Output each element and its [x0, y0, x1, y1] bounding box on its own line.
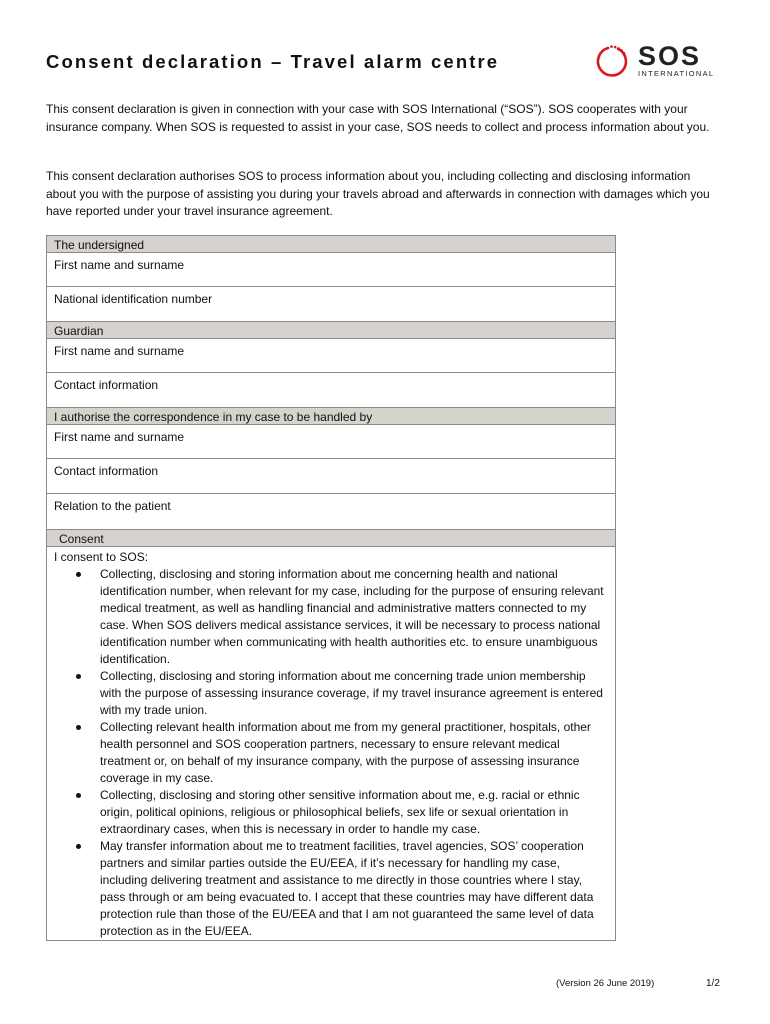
- consent-item: Collecting relevant health information about me from my general practitioner, hospitals, other health personnel and SOS cooperation partners, necessary to ensure relevant medical treatment or, on behalf of my insurance company, with the purpose of assessing insurance coverage in my case.: [54, 719, 607, 787]
- section-header-undersigned: The undersigned: [47, 236, 615, 253]
- field-label: Relation to the patient: [54, 499, 171, 513]
- sos-ring-icon: [592, 42, 632, 82]
- section-header-consent: Consent: [47, 530, 615, 547]
- sos-logo: [592, 42, 732, 82]
- consent-body: [47, 547, 615, 940]
- logo-subtitle: INTERNATIONAL: [638, 69, 715, 78]
- relation-to-patient-field[interactable]: [47, 494, 615, 530]
- field-label: First name and surname: [54, 430, 185, 444]
- field-label: Contact information: [54, 464, 159, 478]
- version-label: (Version 26 June 2019): [556, 978, 655, 989]
- consent-list: [54, 566, 607, 940]
- intro-paragraph-2: This consent declaration authorises SOS to process information about you, including collecting and disclosing information about you with the purpose of assisting you during your travels abroad and afterwards in connection with damages which you have reported under your travel insurance agreement.: [46, 169, 710, 218]
- section-header-correspondence: I authorise the correspondence in my case to be handled by: [47, 408, 615, 425]
- field-label: First name and surname: [54, 344, 185, 358]
- field-label: First name and surname: [54, 258, 185, 272]
- consent-item: Collecting, disclosing and storing information about me concerning health and national identification number, when relevant for my case, including for the purpose of ensuring relevant medical treatment, as well as handling financial and administrative matters connected to my case. When SOS delivers medical assistance services, it will be necessary to process national identification number when communicating with health authorities etc. to ensure unambiguous identification.: [54, 566, 607, 668]
- intro-paragraph-1: This consent declaration is given in connection with your case with SOS International (“SOS”). SOS cooperates with your insurance company. When SOS is requested to assist in your case, SOS needs to collect and process information about you.: [46, 102, 710, 134]
- undersigned-id-field[interactable]: [47, 287, 615, 322]
- field-label: National identification number: [54, 292, 213, 306]
- field-label: Contact information: [54, 378, 159, 392]
- consent-item: May transfer information about me to treatment facilities, travel agencies, SOS’ cooperation partners and similar parties outside the EU/EEA, if it’s necessary for handling my case, including delivering treatment and assistance to me directly in those countries where I stay, pass through or am being evacuated to. I accept that these countries may have different data protection rule than those of the EU/EEA and that I am not guaranteed the same level of data protection as in the EU/EEA.: [54, 838, 607, 940]
- correspondence-contact-field[interactable]: [47, 459, 615, 494]
- page-title: Consent declaration – Travel alarm centre: [46, 51, 500, 72]
- guardian-name-field[interactable]: [47, 339, 615, 373]
- page-number: 1/2: [706, 978, 720, 989]
- consent-intro: I consent to SOS:: [54, 550, 149, 564]
- guardian-contact-field[interactable]: [47, 373, 615, 408]
- section-header-guardian: Guardian: [47, 322, 615, 339]
- logo-word: SOS: [638, 41, 702, 71]
- consent-item: Collecting, disclosing and storing other sensitive information about me, e.g. racial or ethnic origin, political opinions, religious or philosophical beliefs, sex life or sexual orientation in extraordinary cases, when this is necessary in order to handle my case.: [54, 787, 607, 838]
- undersigned-name-field[interactable]: [47, 253, 615, 287]
- consent-form: [46, 235, 616, 941]
- correspondence-name-field[interactable]: [47, 425, 615, 459]
- consent-item: Collecting, disclosing and storing information about me concerning trade union membership with the purpose of assessing insurance coverage, if my travel insurance agreement is entered with my trade union.: [54, 668, 607, 719]
